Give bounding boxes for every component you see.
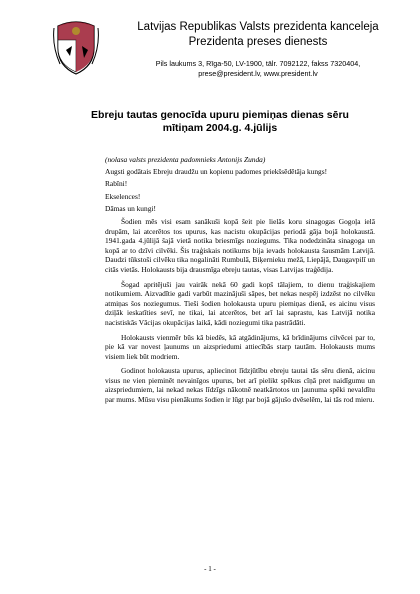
contact-line: prese@president.lv, www.president.lv xyxy=(198,69,318,78)
greeting: Rabīni! xyxy=(105,179,128,189)
paragraph: Šodien mēs visi esam sanākuši kopā šeit pie lielās koru sinagogas Gogoļa ielā drupām, lai atcerētos tos upurus, kas nacistu okupācijas periodā gāja bojā holokaustā. 1941.gada 4.jūlijā šajā vietā notika briesmīgs noziegums. Tika nodedzināta sinagoga un kopā ar to dzīvi cilvēki. Šis traģiskais notikums bija ievads holokausta šausmām Latvijā. Daudzi tūkstoši cilvēku tika nogalināti Rumbulā, Biķernieku mežā, Liepājā, Daugavpilī un citās vietās. Holokausts bija drausmīga ebreju tautas, visas Latvijas traģēdija. xyxy=(105,216,375,274)
coat-of-arms-icon xyxy=(52,16,100,76)
department-name: Prezidenta preses dienests xyxy=(188,36,328,48)
address-line: Pils laukums 3, Rīga-50, LV-1900, tālr. 7092122, fakss 7320404, xyxy=(155,59,361,68)
greeting: Augsti godātais Ebreju draudžu un kopienu padomes priekšsēdētāja kungs! xyxy=(105,166,328,176)
speaker-note: (nolasa valsts prezidenta padomnieks Antonijs Zunda) xyxy=(105,155,266,164)
paragraph: Godinot holokausta upurus, apliecinot līdzjūtību ebreju tautai tās sēru dienā, aicinu visus ne vien pieminēt nevainīgos upurus, bet arī pielikt spēkus cīņā pret naidīgumu un aizspriedumiem, lai nekad nekas līdzīgs nākotnē neatkārtotos un ļaunuma spēki nevaldītu par mums. Mūsu visu pienākums šodien ir lūgt par bojā gājušo dvēselēm, lai tās rod mieru. xyxy=(105,366,375,405)
letterhead xyxy=(108,20,408,79)
greeting: Ekselences! xyxy=(105,191,141,201)
page-number: - 1 - xyxy=(204,565,216,573)
document-title: Ebreju tautas genocīda upuru piemiņas dienas sēru mītiņam 2004.g. 4.jūlijs xyxy=(91,109,349,134)
speech-body xyxy=(105,155,375,410)
paragraph: Holokausts vienmēr būs kā biedēs, kā atgādinājums, kā brīdinājums cilvēcei par to, pie kā var novest ļaunums un aizspriedumi attiecībās starp tautām. Holokausts mums visiem liek būt modriem. xyxy=(105,332,375,361)
institution-name: Latvijas Republikas Valsts prezidenta kanceleja xyxy=(137,21,379,33)
paragraph: Šogad apritējuši jau vairāk nekā 60 gadi kopš tālajiem, to dienu traģiskajiem notikumiem. Aizvadītie gadi varbūt mazinājuši sāpes, bet nekas nespēj izdzēst no cilvēku atmiņas šos noziegumus. Tieši šodien holokausta upuru piemiņas dienā, es aicinu visus dziļāk ieskatīties sevī, ne tikai, lai atcerētos, bet arī lai saprastu, kas Latvijā notika nacistiskās Vācijas okupācijas laikā, kādi noziegumi tika pastrādāti. xyxy=(105,279,375,327)
greeting: Dāmas un kungi! xyxy=(105,204,156,214)
